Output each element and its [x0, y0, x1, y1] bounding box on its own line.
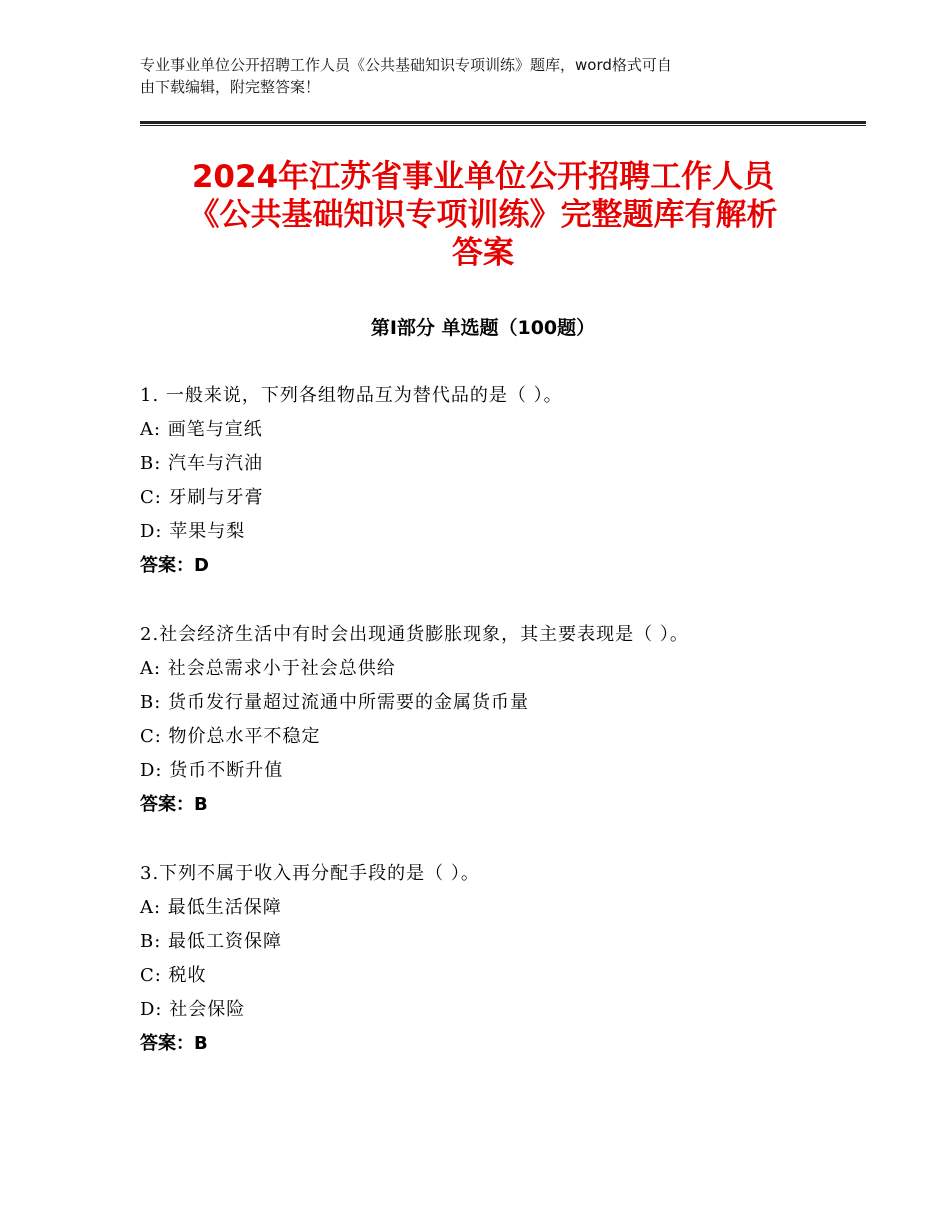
answer-label: 答案：D — [140, 555, 209, 576]
option-b: B: 货币发行量超过流通中所需要的金属货币量 — [140, 692, 530, 713]
question-stem: 3.下列不属于收入再分配手段的是（ ）。 — [140, 863, 480, 884]
option-a: A: 画笔与宣纸 — [140, 419, 263, 440]
document-title-line-3: 答案 — [452, 235, 514, 271]
option-c: C: 牙刷与牙膏 — [140, 487, 264, 508]
option-d: D: 苹果与梨 — [140, 521, 246, 542]
document-title-line-2: 《公共基础知识专项训练》完整题库有解析 — [188, 197, 778, 233]
header-note — [140, 54, 810, 98]
answer-label: 答案：B — [140, 1033, 208, 1054]
option-a: A: 社会总需求小于社会总供给 — [140, 658, 396, 679]
option-b: B: 汽车与汽油 — [140, 453, 264, 474]
question-stem: 1. 一般来说，下列各组物品互为替代品的是（ ）。 — [140, 385, 563, 406]
question-1 — [140, 379, 840, 583]
question-stem: 2.社会经济生活中有时会出现通货膨胀现象，其主要表现是（ ）。 — [140, 624, 689, 645]
option-a: A: 最低生活保障 — [140, 897, 282, 918]
question-2 — [140, 618, 840, 822]
header-note-line-2: 由下载编辑，附完整答案！ — [140, 78, 321, 96]
header-note-line-1: 专业事业单位公开招聘工作人员《公共基础知识专项训练》题库，word格式可自 — [140, 56, 672, 74]
header-divider — [140, 121, 866, 126]
option-c: C: 税收 — [140, 965, 207, 986]
section-title: 第Ⅰ部分 单选题（100题） — [370, 317, 596, 339]
question-3 — [140, 857, 840, 1061]
option-b: B: 最低工资保障 — [140, 931, 283, 952]
answer-label: 答案：B — [140, 794, 208, 815]
option-c: C: 物价总水平不稳定 — [140, 726, 321, 747]
option-d: D: 社会保险 — [140, 999, 246, 1020]
option-d: D: 货币不断升值 — [140, 760, 284, 781]
document-title-line-1: 2024年江苏省事业单位公开招聘工作人员 — [191, 159, 775, 195]
document-title — [120, 158, 846, 272]
